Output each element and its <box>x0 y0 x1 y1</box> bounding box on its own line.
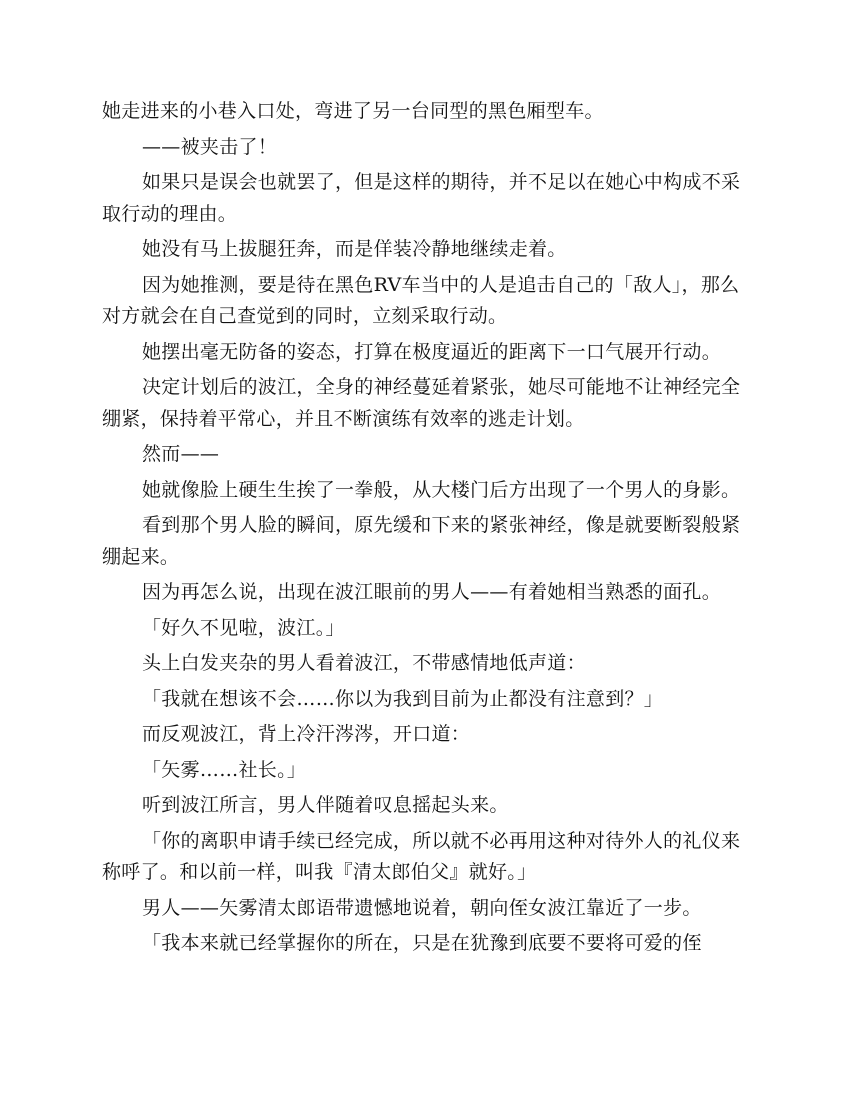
paragraph: 她摆出毫无防备的姿态，打算在极度逼近的距离下一口气展开行动。 <box>142 340 722 363</box>
paragraph: 看到那个男人脸的瞬间，原先缓和下来的紧张神经，像是就要断裂般紧绷起来。 <box>102 514 741 568</box>
dialogue-line: 「好久不见啦，波江。」 <box>142 616 345 639</box>
document-page <box>102 96 748 964</box>
paragraph: 而反观波江，背上冷汗涔涔，开口道： <box>142 723 471 745</box>
paragraph: 因为再怎么说，出现在波江眼前的男人——有着她相当熟悉的面孔。 <box>142 581 722 603</box>
paragraph: 头上白发夹杂的男人看着波江，不带感情地低声道： <box>142 652 586 674</box>
paragraph: ——被夹击了！ <box>142 135 278 158</box>
dialogue-line: 「我本来就已经掌握你的所在，只是在犹豫到底要不要将可爱的侄 <box>142 932 702 954</box>
paragraph: 她没有马上拔腿狂奔，而是佯装冷静地继续走着。 <box>142 238 567 260</box>
paragraph: 然而—— <box>142 443 220 465</box>
dialogue-line: 「你的离职申请手续已经完成，所以就不必再用这种对待外人的礼仪来称呼了。和以前一样，叫我『清太郎伯父』就好。」 <box>102 829 741 883</box>
paragraph: 如果只是误会也就罢了，但是这样的期待，并不足以在她心中构成不采取行动的理由。 <box>102 171 741 225</box>
paragraph: 听到波江所言，男人伴随着叹息摇起头来。 <box>142 794 509 816</box>
paragraph: 因为她推测，要是待在黑色RV车当中的人是追击自己的「敌人」，那么对方就会在自己查觉到的同时，立刻采取行动。 <box>102 273 740 327</box>
dialogue-line: 「我就在想该不会……你以为我到目前为止都没有注意到？」 <box>142 687 664 710</box>
paragraph: 决定计划后的波江，全身的神经蔓延着紧张，她尽可能地不让神经完全绷紧，保持着平常心，并且不断演练有效率的逃走计划。 <box>102 376 741 430</box>
paragraph: 她就像脸上硬生生挨了一拳般，从大楼门后方出现了一个男人的身影。 <box>142 478 741 501</box>
dialogue-line: 「矢雾……社长。」 <box>142 758 307 781</box>
paragraph: 男人——矢雾清太郎语带遗憾地说着，朝向侄女波江靠近了一步。 <box>142 896 702 919</box>
paragraph-continued: 她走进来的小巷入口处，弯进了另一台同型的黑色厢型车。 <box>102 100 604 122</box>
